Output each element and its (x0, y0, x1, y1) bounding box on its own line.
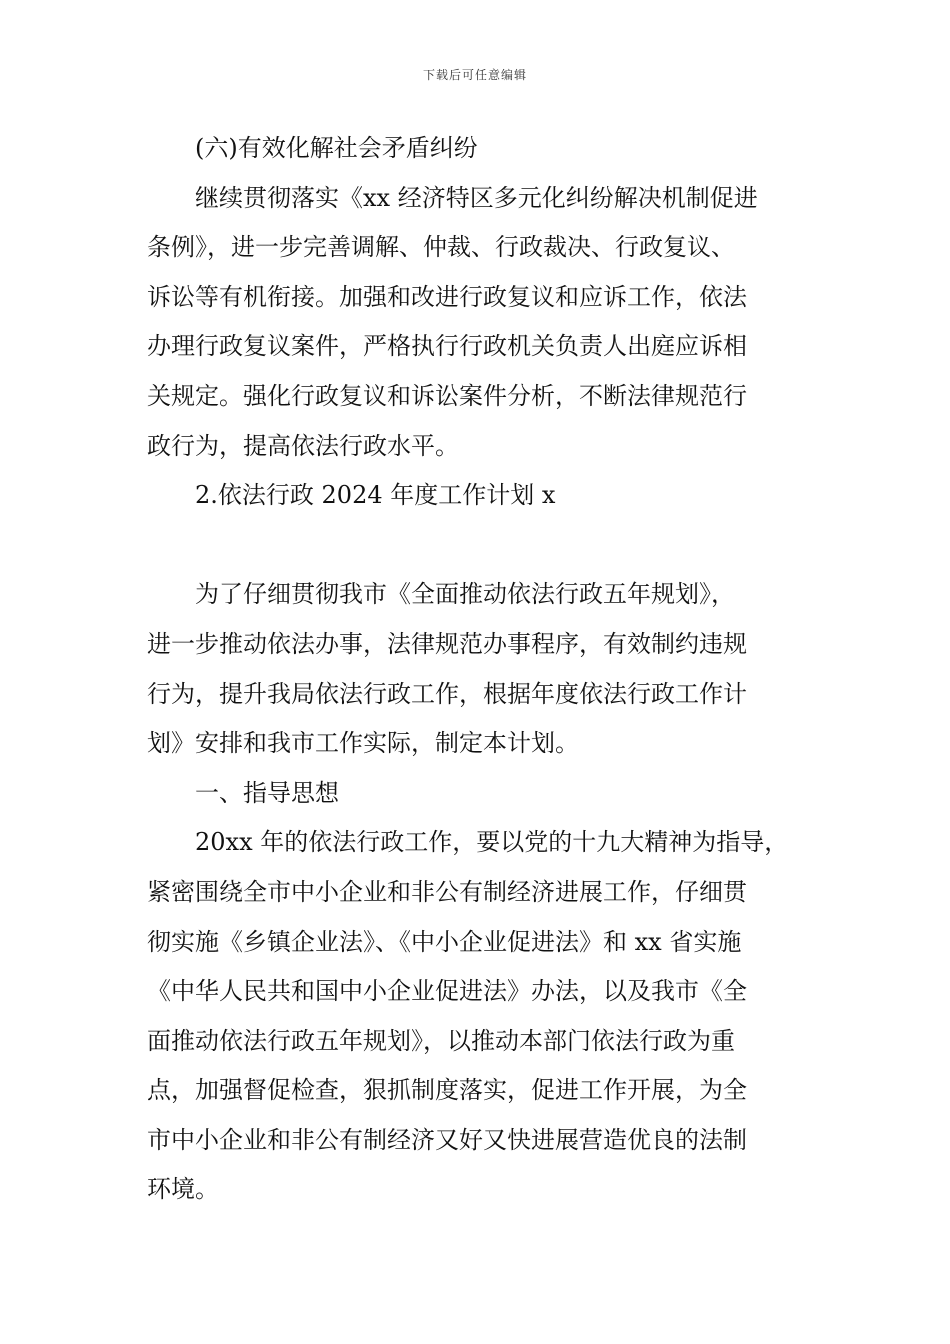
paragraph-line: 点，加强督促检查，狠抓制度落实，促进工作开展，为全 (147, 1076, 747, 1105)
page-header: 下载后可任意编辑 (422, 68, 527, 82)
document-title: 2.依法行政 2024 年度工作计划 x (195, 481, 556, 510)
paragraph-line: 办理行政复议案件，严格执行行政机关负责人出庭应诉相 (147, 332, 747, 361)
paragraph-line: 为了仔细贯彻我市《全面推动依法行政五年规划》， (195, 580, 735, 609)
section-heading-6: (六)有效化解社会矛盾纠纷 (195, 134, 478, 162)
paragraph-line: 行为，提升我局依法行政工作，根据年度依法行政工作计 (147, 679, 747, 708)
paragraph-line: 彻实施《乡镇企业法》、《中小企业促进法》和 xx 省实施 (147, 927, 742, 956)
paragraph-line: 诉讼等有机衔接。加强和改进行政复议和应诉工作，依法 (147, 282, 747, 311)
paragraph-line: 条例》，进一步完善调解、仲裁、行政裁决、行政复议、 (147, 233, 735, 262)
blank-line (147, 521, 807, 571)
section-heading-1: 一、指导思想 (195, 778, 339, 807)
paragraph-line: 面推动依法行政五年规划》，以推动本部门依法行政为重 (147, 1026, 735, 1055)
paragraph-line: 划》安排和我市工作实际，制定本计划。 (147, 729, 579, 758)
paragraph-line: 环境。 (147, 1175, 219, 1204)
paragraph-line: 继续贯彻落实《xx 经济特区多元化纠纷解决机制促进 (195, 183, 758, 212)
paragraph-line: 关规定。强化行政复议和诉讼案件分析，不断法律规范行 (147, 381, 747, 410)
paragraph-line: 政行为，提高依法行政水平。 (147, 431, 459, 460)
paragraph-line: 进一步推动依法办事，法律规范办事程序，有效制约违规 (147, 629, 747, 658)
paragraph-line: 《中华人民共和国中小企业促进法》办法，以及我市《全 (147, 977, 747, 1006)
paragraph-line: 20xx 年的依法行政工作，要以党的十九大精神为指导， (195, 828, 789, 857)
paragraph-line: 市中小企业和非公有制经济又好又快进展营造优良的法制 (147, 1125, 747, 1154)
document-body (147, 124, 807, 1215)
paragraph-line: 紧密围绕全市中小企业和非公有制经济进展工作，仔细贯 (147, 877, 747, 906)
